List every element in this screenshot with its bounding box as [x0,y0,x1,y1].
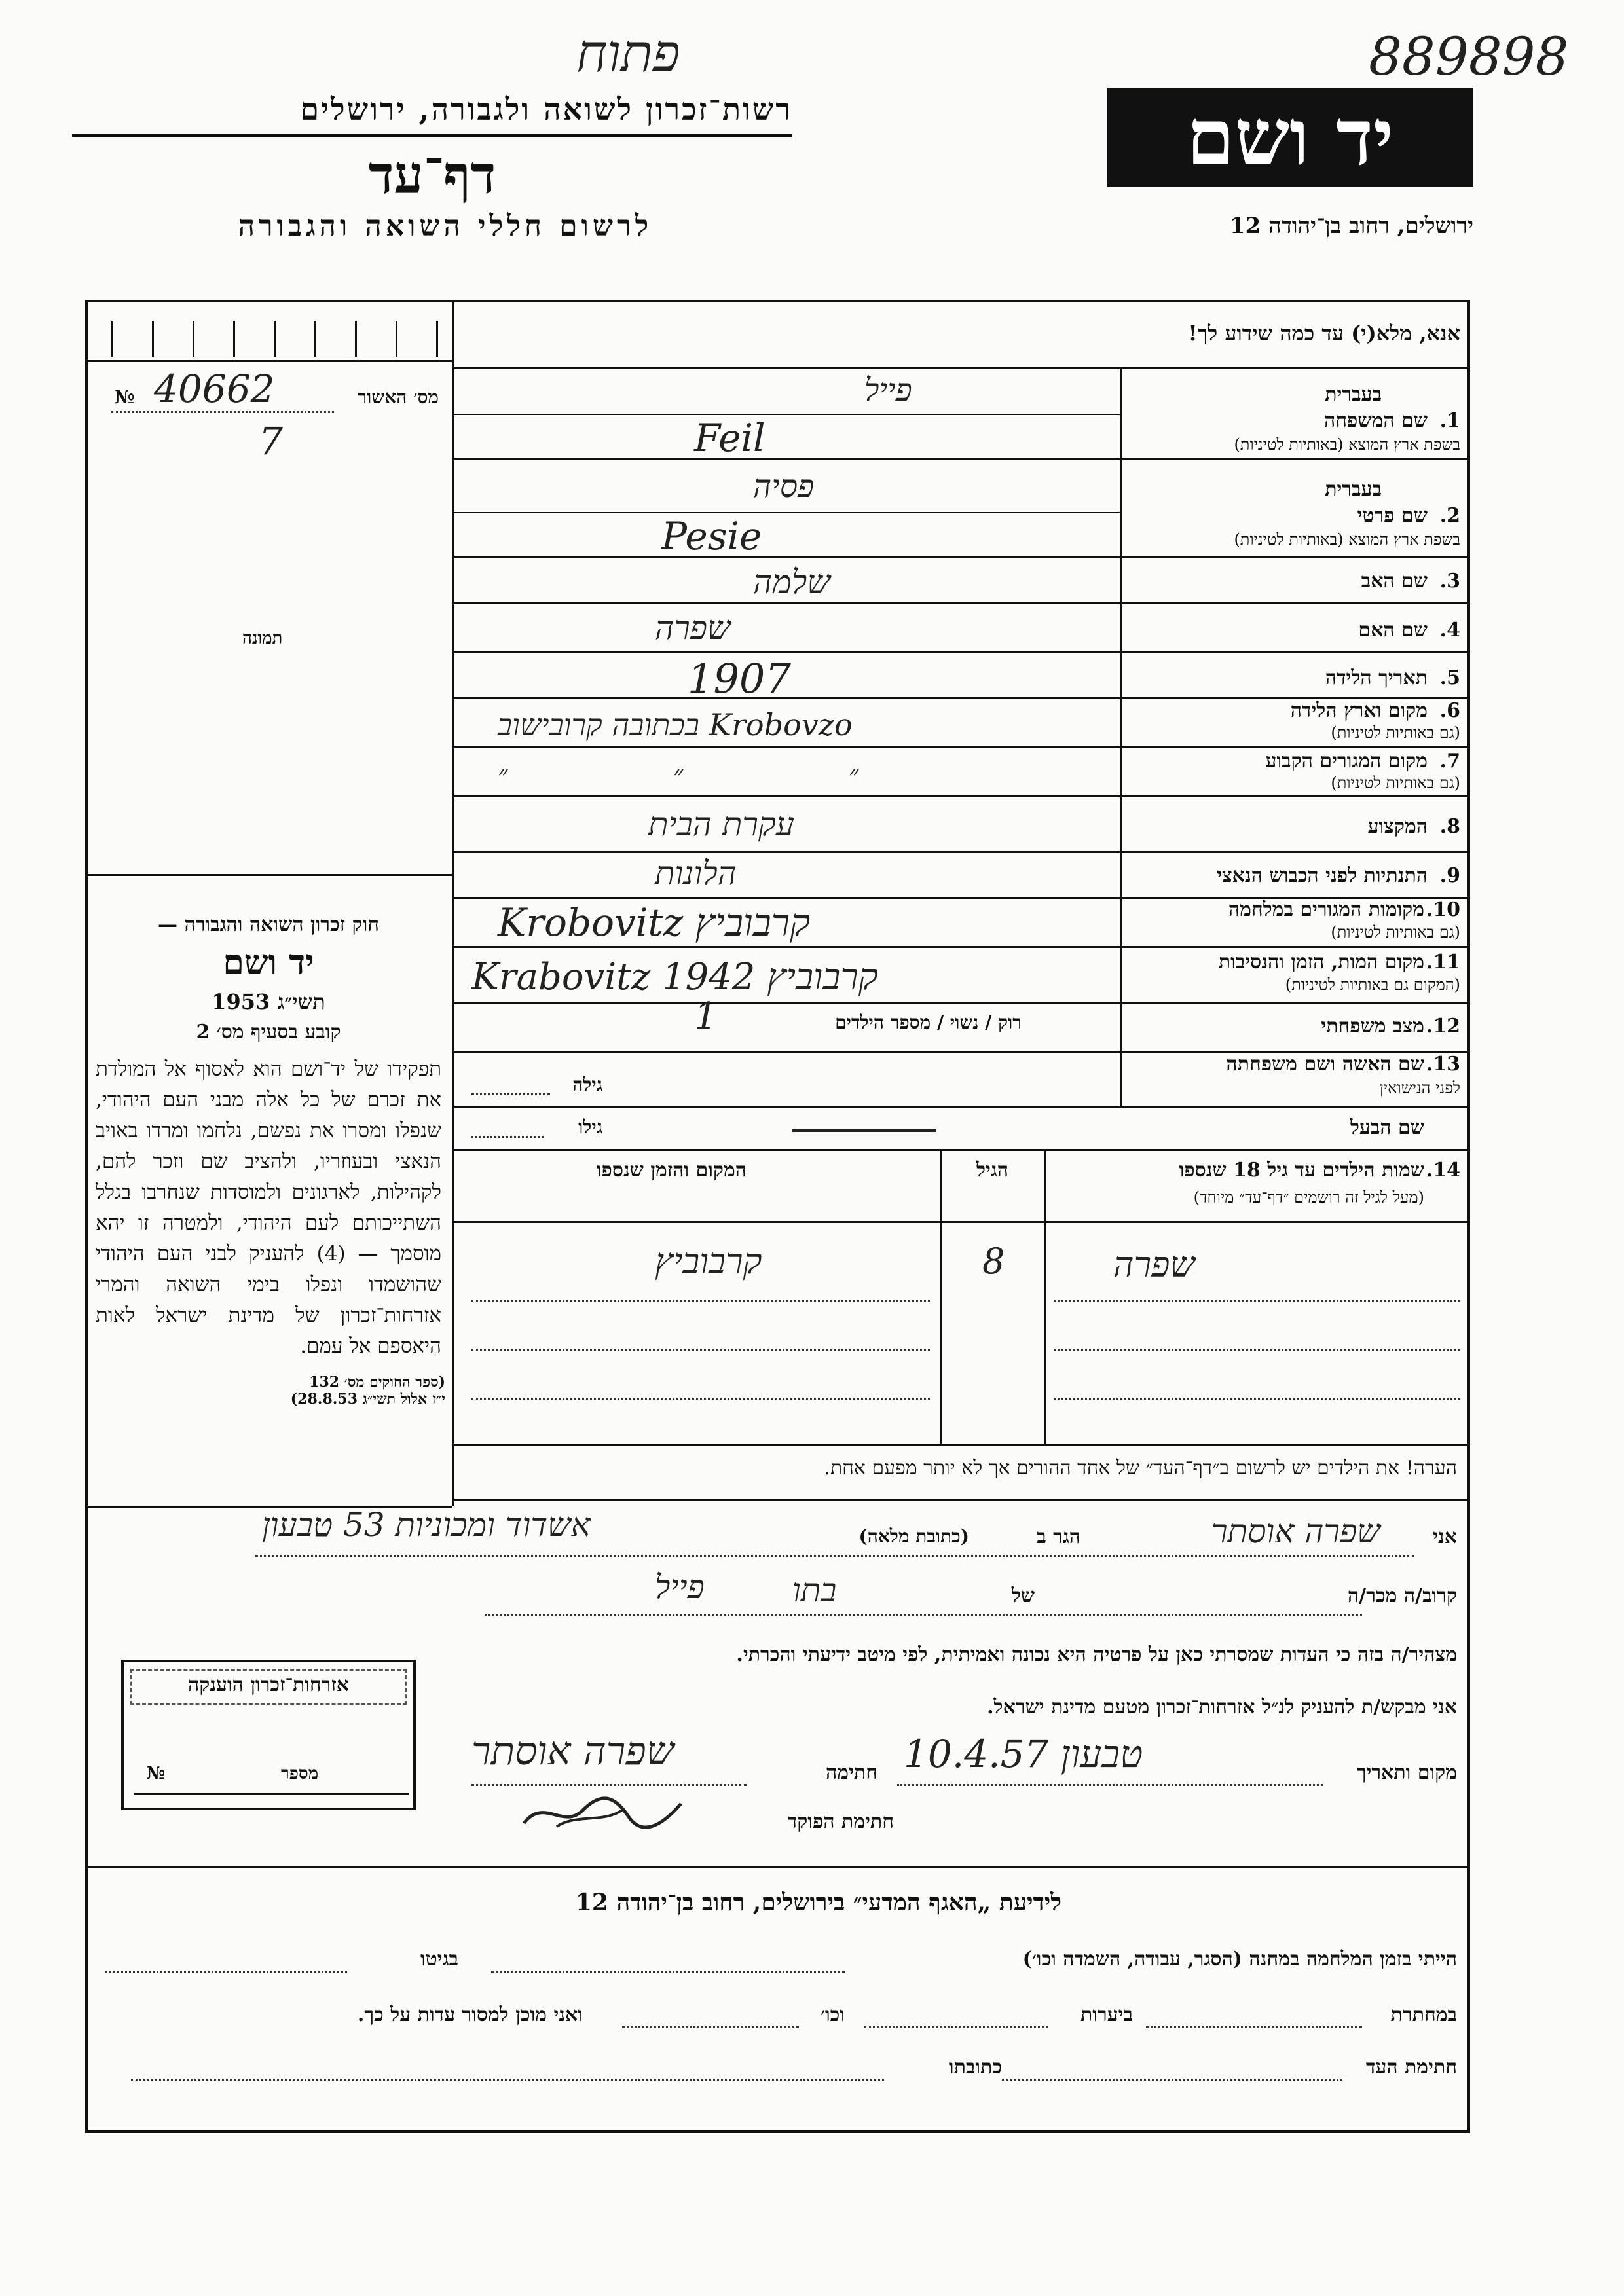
field-5-value: 1907 [688,655,791,702]
bottom-line3-dots-2 [131,2079,884,2081]
law-box [92,907,445,1503]
decl-signature-label: חתימה [826,1761,877,1784]
row-sep-8 [452,851,1470,853]
field-8-label: המקצוע [1367,815,1428,838]
bottom-line1-end: בגיטו [420,1948,458,1971]
children-row-line-1 [471,1300,930,1302]
field-3-value: שלמה [753,563,830,601]
bottom-line3-start: חתימת העד [1365,2056,1457,2079]
field-2-tag: בעברית [1325,478,1382,501]
bottom-line2-dots-2 [864,2026,1048,2028]
bottom-line2-mid: ביערות [1080,2003,1133,2026]
children-col-age: הגיל [976,1159,1008,1182]
field-10-num: 10. [1426,898,1460,921]
logo-text: יד ושם [1186,92,1394,183]
field-2-label: שם פרטי [1357,504,1428,527]
field-4-label: שם האם [1358,619,1428,642]
field-5-label: תאריך הלידה [1325,666,1428,689]
bottom-title: לידיעת „האגף המדעי״ בירושלים, רחוב בן־יהודה 12 [575,1889,1062,1916]
form-title: דף־עד [368,144,496,206]
child-1-age: 8 [982,1241,1005,1282]
note-row-bottom [452,1499,1470,1501]
law-body: תפקידו של יד־ושם הוא לאסוף אל המולדת את זכרם של כל אלה מבני העם היהודי, שנפלו ומסרו את נפשם, נלחמו ומרדו באויב הנאצי ובעוזריו, ולהציב שם וזכר להם, לקהילות, לארגונים ולמוסדות שנחרבו בגלל השתייכותם לעם היהודי, ולמטרה זו יהא מוסמך — (4) להעניק לבני העם היהודי שהושמדו ונפלו בימי השואה והמרי אזרחות־זכרון של מדינת ישראל לאות היאספם אל עמם. [96,1057,441,1358]
bottom-line3-mid: כתובתו [948,2056,1002,2079]
husband-label: שם הבעל [1350,1116,1424,1139]
field-2-value-lat: Pesie [661,514,762,558]
field-11-sub: (המקום גם באותיות לטיניות) [1285,975,1460,994]
field-2-value-he: פסיה [753,468,815,505]
law-ref-2: י״ז אלול תשי״ג 28.8.53) [290,1391,445,1408]
bottom-line3-dots-1 [1002,2079,1342,2081]
decl-address-hint: (כתובת מלאה) [858,1525,969,1547]
law-title: חוק זכרון השואה והגבורה — [158,913,379,936]
citizenship-num-symbol: № [147,1764,166,1783]
cert-no-symbol: № [115,386,135,408]
field-12-num: 12. [1426,1015,1460,1038]
children-row-line-3b [1054,1398,1460,1400]
cert-no-value: 40662 [154,367,275,411]
field-13-age-line [471,1093,550,1095]
field-10-sub: (גם באותיות לטיניות) [1331,923,1460,941]
note-text: הערה! את הילדים יש לרשום ב״דף־העד״ של אחד ההורים אך לא יותר מפעם אחת. [824,1457,1457,1480]
field-1-label: שם המשפחה [1323,409,1428,432]
decl-line-signature [471,1784,747,1786]
decl-line-1 [255,1555,1414,1557]
field-11-num: 11. [1426,951,1460,974]
decl-lives-label: הגר ב [1037,1525,1080,1548]
bottom-line2-dots-3 [622,2026,799,2028]
field-6-sub: (גם באותיות לטיניות) [1331,723,1460,742]
child-1-name: שפרה [1113,1244,1195,1285]
decl-relative-label: קרוב/ה מכר/ה [1348,1584,1457,1607]
row-sep-11 [452,1002,1470,1004]
children-row-line-2 [471,1349,930,1351]
decl-address-value: אשדוד ומכוניות 53 טבעון [262,1506,591,1544]
decl-place-date-label: מקום ותאריך [1356,1761,1457,1784]
field-9-num: 9. [1439,864,1460,887]
field-6-label: מקום וארץ הלידה [1290,699,1428,722]
decl-request: אני מבקש/ת להעניק לנ״ל אזרחות־זכרון מטעם מדינת ישראל. [987,1696,1457,1719]
decl-statement: מצהיר/ה בזה כי העדות שמסרתי כאן על פרטיה היא נכונה ואמיתית, לפי מיטב ידיעתי והכרתי. [736,1643,1457,1666]
children-header-bottom [452,1221,1470,1223]
field-10-label: מקומות המגורים במלחמה [1228,898,1424,921]
decl-of-value: פייל [655,1568,705,1606]
law-logo: יד ושם [223,943,314,983]
field-1-sub: בשפת ארץ המוצא (באותיות לטיניות) [1234,435,1460,454]
intro-text: אנא, מלא(י) עד כמה שידוע לך! [1188,321,1460,346]
official-signature-icon [517,1791,688,1836]
field-7-num: 7. [1439,750,1460,773]
field-1-tag: בעברית [1325,383,1382,406]
law-year: תשי״ג 1953 [212,989,325,1014]
bottom-line2-end: ואני מוכן למסור עדות על כך. [357,2003,583,2026]
children-row-line-1b [1054,1300,1460,1302]
field-9-value: הלונות [655,854,737,892]
bottom-line2-dots-1 [1146,2026,1362,2028]
yad-vashem-logo [1107,88,1473,187]
decl-official-label: חתימת הפוקד [787,1810,894,1833]
law-ref-1: (ספר החוקים מס׳ 132 [309,1374,445,1391]
bottom-line2-start: במחתרת [1390,2003,1457,2026]
label-column-divider [1120,367,1122,1106]
field-12-value: 1 [694,995,718,1038]
field-5-num: 5. [1439,666,1460,689]
decl-relative-value: בתו [792,1571,837,1609]
row-sep-3 [452,602,1470,604]
decl-place-date-value: טבעון 10.4.57 [904,1732,1143,1776]
law-box-right-edge [452,1322,454,1506]
field-13-num: 13. [1426,1053,1460,1076]
row-sep-1 [452,458,1470,460]
field-2-num: 2. [1439,504,1460,527]
citizenship-num-label: מספר [281,1764,319,1783]
field-11-label: מקום המות, הזמן והנסיבות [1218,951,1424,974]
children-row-line-2b [1054,1349,1460,1351]
field-12-label: מצב משפחתי [1321,1015,1424,1038]
tick-marks [111,321,445,357]
field-12-options: רוק / נשוי / מספר הילדים [835,1011,1022,1033]
decl-signature-value: שפרה אוסתר [471,1728,674,1774]
field-4-value: שפרה [655,609,731,647]
bottom-line1-dots [491,1971,845,1973]
address: ירושלים, רחוב בן־יהודה 12 [1229,213,1473,239]
law-clause: קובע בסעיף מס׳ 2 [196,1021,341,1044]
field-1-num: 1. [1439,409,1460,432]
intro-row-bottom [452,367,1470,369]
decl-i-label: אני [1433,1525,1457,1548]
form-subtitle: לרשום חללי השואה והגבורה [238,210,653,243]
citizenship-box [121,1660,416,1810]
field-8-value: עקרת הבית [648,805,794,843]
decl-line-2 [485,1614,1362,1616]
left-column-divider [452,301,454,1322]
tick-row-bottom [85,360,452,362]
citizenship-num-line [134,1793,409,1795]
row-sep-10 [452,946,1470,948]
field-13-age-label: גילה [572,1074,602,1095]
cert-no-line [111,411,334,413]
husband-age-line [471,1136,544,1138]
field-11-value: Krabovitz 1942 קרבוביץ [471,956,878,998]
children-title: שמות הילדים עד גיל 18 שנספו [1179,1159,1424,1182]
child-1-place: קרבוביץ [655,1241,762,1282]
children-num: 14. [1426,1159,1460,1182]
row-sep-2 [452,556,1470,558]
field-8-num: 8. [1439,815,1460,838]
decl-of-label: של [1011,1584,1035,1607]
children-col-2 [940,1149,942,1444]
field-7-value: ״ ״ ״ [498,760,938,790]
authority-line: רשות־זכרון לשואה ולגבורה, ירושלים [300,92,792,127]
field-13-sub: לפני הנישואין [1379,1079,1460,1097]
field-6-num: 6. [1439,699,1460,722]
cert-no-suffix: 7 [259,419,283,464]
row-sep-7 [452,795,1470,797]
children-title-sub: (מעל לגיל זה רושמים ״דף־עד״ מיוחד) [1193,1188,1424,1207]
field-3-num: 3. [1439,570,1460,592]
row-sep-4 [452,651,1470,653]
decl-line-place [897,1784,1323,1786]
field-7-label: מקום המגורים הקבוע [1265,750,1428,773]
row-sep-14 [452,1149,1470,1151]
field-7-sub: (גם באותיות לטיניות) [1331,774,1460,792]
photo-label: תמונה [242,629,283,648]
header-rule [72,134,792,137]
field-4-num: 4. [1439,619,1460,642]
field-13-label: שם האשה ושם משפחתה [1226,1053,1424,1076]
decl-i-value: שפרה אוסתר [1211,1512,1380,1550]
document-number: 889898 [1369,26,1569,87]
field-9-label: התנתיות לפני הכבוש הנאצי [1217,864,1428,887]
children-col-place: המקום והזמן שנספו [596,1159,747,1182]
husband-age-label: גילו [578,1116,602,1138]
field-6-value: בכתובה קרובישוב Krobovzo [498,707,853,742]
bottom-line2-mid2: וכו׳ [821,2003,845,2026]
bottom-line1: הייתי בזמן המלחמה במחנה (הסגר, עבודה, השמדה וכו׳) [1022,1948,1457,1971]
citizenship-title: אזרחות־זכרון הוענקה [187,1673,350,1696]
row1-mid [452,414,1120,415]
row-sep-13 [452,1106,1470,1108]
field-2-sub: בשפת ארץ המוצא (באותיות לטיניות) [1234,530,1460,549]
bottom-section-top [85,1866,1470,1868]
cert-no-label: מס׳ האשור [358,386,439,408]
row2-mid [452,512,1120,513]
photo-box-bottom [85,874,452,876]
children-row-line-3 [471,1398,930,1400]
archive-stamp: פתוח [576,23,680,84]
field-10-value: Krobovitz קרבוביץ [498,900,811,945]
field-3-label: שם האב [1361,570,1428,592]
children-col-1 [1044,1149,1046,1444]
field-1-value-lat: Feil [694,416,766,460]
row-sep-6 [452,746,1470,748]
field-1-value-he: פייל [864,372,912,409]
bottom-line1-end-dots [105,1971,347,1973]
husband-dash [792,1129,936,1132]
children-table-bottom [452,1444,1470,1446]
